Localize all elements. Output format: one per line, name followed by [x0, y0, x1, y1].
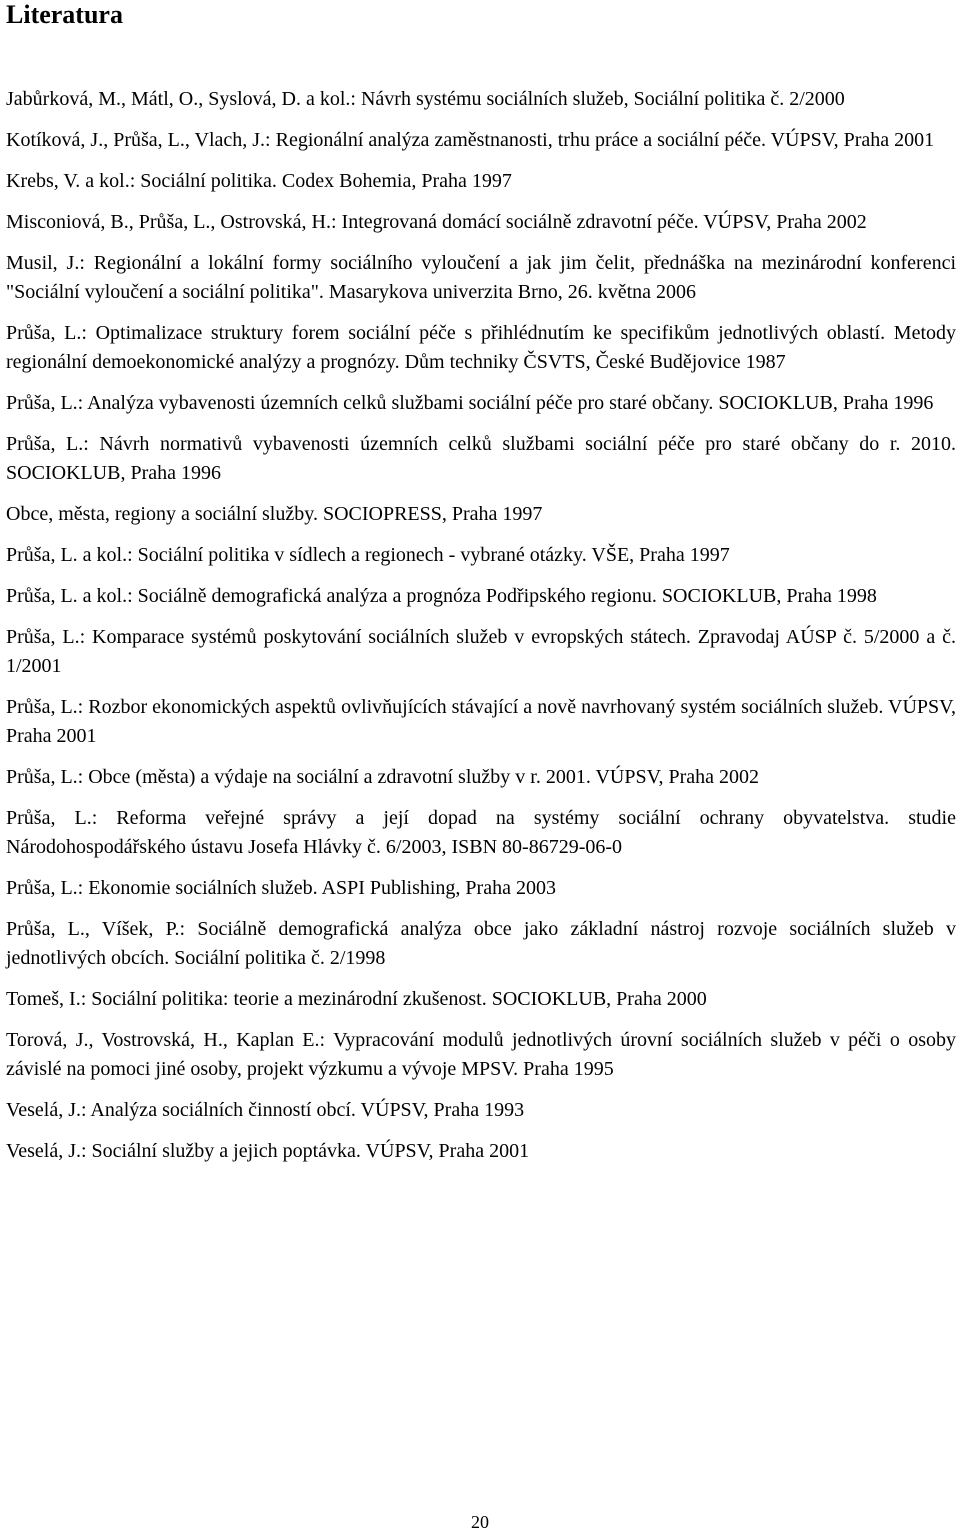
reference-item: Průša, L.: Reforma veřejné správy a její dopad na systémy sociální ochrany obyvatelstva. studie Národohospodářského ústavu Josefa Hlávky č. 6/2003, ISBN 80-86729-06-0: [6, 807, 956, 858]
reference-item: Průša, L.: Optimalizace struktury forem sociální péče s přihlédnutím ke specifikům jednotlivých oblastí. Metody regionální demoekonomické analýzy a prognózy. Dům techniky ČSVTS, České Budějovice 1987: [6, 322, 956, 373]
reference-item: Průša, L.: Rozbor ekonomických aspektů ovlivňujících stávající a nově navrhovaný systém sociálních služeb. VÚPSV, Praha 2001: [6, 696, 956, 747]
reference-item: Obce, města, regiony a sociální služby. SOCIOPRESS, Praha 1997: [6, 503, 543, 525]
reference-item: Veselá, J.: Analýza sociálních činností obcí. VÚPSV, Praha 1993: [6, 1099, 525, 1121]
page-title: Literatura: [6, 0, 123, 29]
reference-item: Průša, L.: Analýza vybavenosti územních celků službami sociální péče pro staré občany. SOCIOKLUB, Praha 1996: [6, 392, 934, 414]
page-number: 20: [471, 1512, 489, 1532]
reference-item: Jabůrková, M., Mátl, O., Syslová, D. a kol.: Návrh systému sociálních služeb, Sociální politika č. 2/2000: [6, 88, 845, 110]
reference-item: Tomeš, I.: Sociální politika: teorie a mezinárodní zkušenost. SOCIOKLUB, Praha 2000: [6, 988, 707, 1010]
reference-item: Průša, L.: Obce (města) a výdaje na sociální a zdravotní služby v r. 2001. VÚPSV, Praha 2002: [6, 766, 760, 788]
reference-item: Průša, L.: Ekonomie sociálních služeb. ASPI Publishing, Praha 2003: [6, 877, 556, 899]
reference-item: Průša, L.: Komparace systémů poskytování sociálních služeb v evropských státech. Zpravodaj AÚSP č. 5/2000 a č. 1/2001: [6, 626, 956, 677]
reference-item: Torová, J., Vostrovská, H., Kaplan E.: Vypracování modulů jednotlivých úrovní sociálních služeb v péči o osoby závislé na pomoci jiné osoby, projekt výzkumu a vývoje MPSV. Praha 1995: [6, 1029, 956, 1080]
reference-item: Musil, J.: Regionální a lokální formy sociálního vyloučení a jak jim čelit, přednáška na mezinárodní konferenci "Sociální vyloučení a sociální politika". Masarykova univerzita Brno, 26. května 2006: [6, 252, 956, 303]
reference-item: Misconiová, B., Průša, L., Ostrovská, H.: Integrovaná domácí sociálně zdravotní péče. VÚPSV, Praha 2002: [6, 211, 867, 233]
reference-item: Veselá, J.: Sociální služby a jejich poptávka. VÚPSV, Praha 2001: [6, 1140, 530, 1162]
reference-item: Průša, L.: Návrh normativů vybavenosti územních celků službami sociální péče pro staré občany do r. 2010. SOCIOKLUB, Praha 1996: [6, 433, 956, 484]
reference-item: Kotíková, J., Průša, L., Vlach, J.: Regionální analýza zaměstnanosti, trhu práce a sociální péče. VÚPSV, Praha 2001: [6, 129, 935, 151]
reference-item: Krebs, V. a kol.: Sociální politika. Codex Bohemia, Praha 1997: [6, 170, 512, 192]
reference-item: Průša, L., Víšek, P.: Sociálně demografická analýza obce jako základní nástroj rozvoje sociálních služeb v jednotlivých obcích. Sociální politika č. 2/1998: [6, 918, 956, 969]
reference-list: [6, 85, 956, 1178]
reference-item: Průša, L. a kol.: Sociálně demografická analýza a prognóza Podřipského regionu. SOCIOKLUB, Praha 1998: [6, 585, 877, 607]
reference-item: Průša, L. a kol.: Sociální politika v sídlech a regionech - vybrané otázky. VŠE, Praha 1997: [6, 544, 730, 566]
